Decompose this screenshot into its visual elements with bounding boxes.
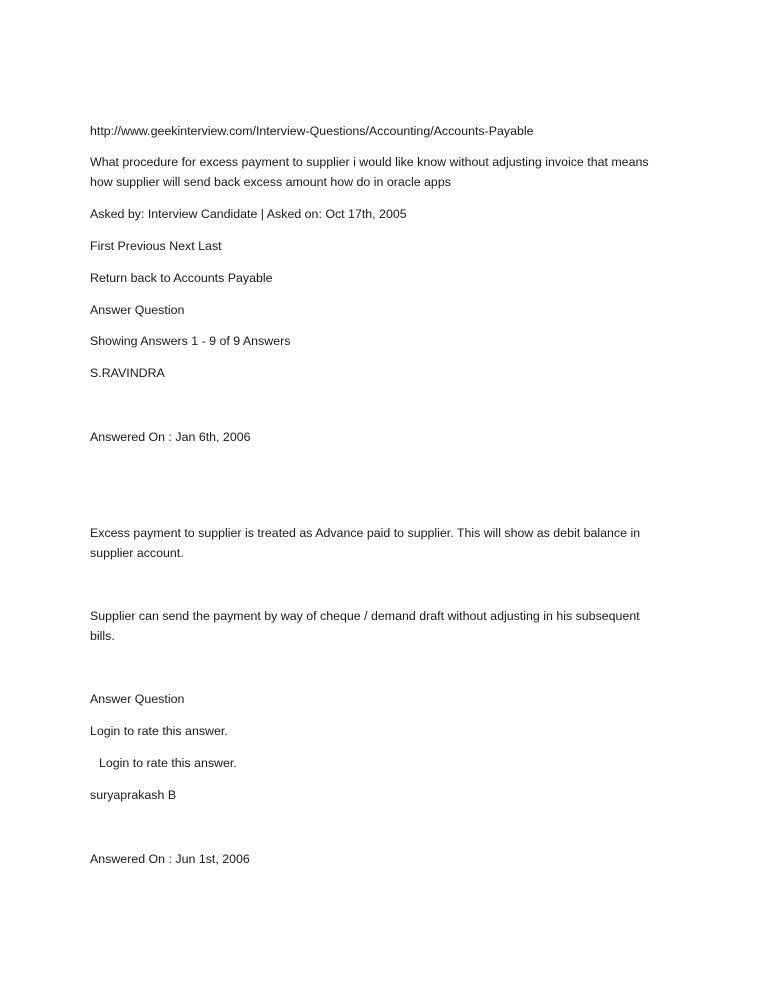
answer-1-para-1-line-2: supplier account. (90, 546, 184, 560)
answer-1-author: S.RAVINDRA (90, 366, 165, 380)
answer-1-answer-question-row (90, 689, 690, 709)
return-link[interactable]: Return back to Accounts Payable (90, 271, 273, 285)
pager (90, 236, 690, 256)
answer-1-login-rate-row-2 (99, 753, 699, 773)
question-text-line-2: how supplier will send back excess amount how do in oracle apps (90, 175, 451, 189)
answer-1-login-rate-link-2[interactable]: Login to rate this answer. (99, 756, 237, 770)
asked-meta: Asked by: Interview Candidate | Asked on: Oct 17th, 2005 (90, 207, 407, 221)
pager-next-link[interactable]: Next (169, 239, 195, 253)
pager-last-link[interactable]: Last (198, 239, 222, 253)
answer-1-login-rate-row-1 (90, 721, 690, 741)
answer-1-login-rate-link-1[interactable]: Login to rate this answer. (90, 724, 228, 738)
answer-1-para-2-line-2: bills. (90, 629, 115, 643)
pager-first-link[interactable]: First (90, 239, 115, 253)
return-link-row (90, 268, 690, 288)
source-url-link[interactable]: http://www.geekinterview.com/Interview-Questions/Accounting/Accounts-Payable (90, 124, 534, 138)
answer-1-date: Answered On : Jan 6th, 2006 (90, 430, 251, 444)
answer-2-author: suryaprakash B (90, 788, 177, 802)
answer-1-para-1-line-1: Excess payment to supplier is treated as Advance paid to supplier. This will show as debit balance in (90, 526, 641, 540)
question-text-line-1: What procedure for excess payment to supplier i would like know without adjusting invoice that means (90, 155, 649, 169)
pager-previous-link[interactable]: Previous (117, 239, 166, 253)
answer-question-top-link[interactable]: Answer Question (90, 303, 185, 317)
showing-answers: Showing Answers 1 - 9 of 9 Answers (90, 334, 291, 348)
answer-2-date: Answered On : Jun 1st, 2006 (90, 852, 250, 866)
answer-1-para-2-line-1: Supplier can send the payment by way of cheque / demand draft without adjusting in his subsequent (90, 609, 640, 623)
source-url[interactable] (90, 121, 690, 141)
answer-question-top-row (90, 300, 690, 320)
answer-1-answer-question-link[interactable]: Answer Question (90, 692, 185, 706)
